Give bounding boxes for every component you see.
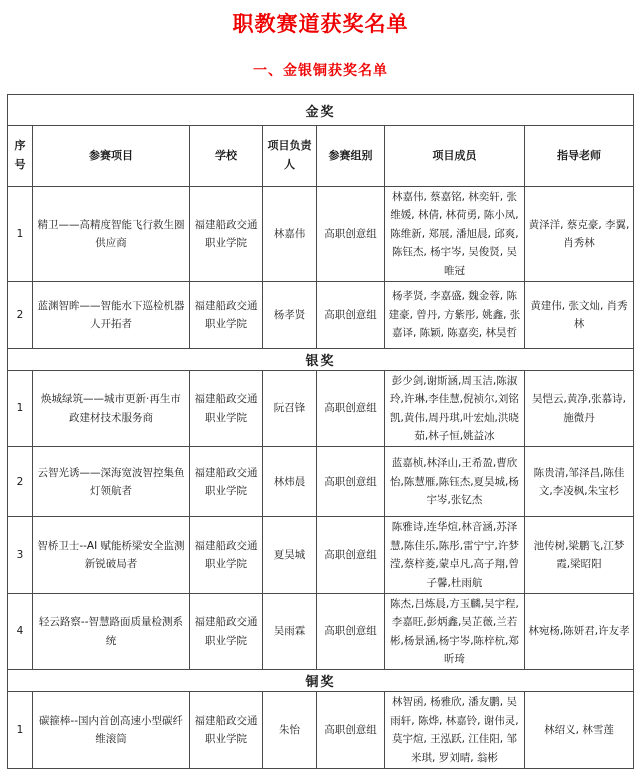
col-header-no: 序号 bbox=[7, 126, 32, 187]
table-header-row bbox=[7, 126, 633, 187]
cell-teachers: 陈贵清,邹泽昌,陈佳文,李凌枫,朱宝杉 bbox=[524, 447, 633, 517]
page-title: 职教赛道获奖名单 bbox=[232, 12, 409, 36]
cell-no: 1 bbox=[7, 692, 32, 769]
cell-leader: 阮召锋 bbox=[262, 370, 316, 447]
table-row bbox=[7, 692, 633, 769]
table-row bbox=[7, 281, 633, 348]
cell-members: 杨孝贤, 李嘉盛, 魏金蓉, 陈建豪, 曾丹, 方紫彤, 姚鑫, 张嘉译, 陈颖, 陈嘉奕, 林昊哲 bbox=[384, 281, 524, 348]
col-header-project: 参赛项目 bbox=[32, 126, 189, 187]
table-row bbox=[7, 517, 633, 594]
cell-school: 福建船政交通职业学院 bbox=[189, 187, 262, 282]
cell-school: 福建船政交通职业学院 bbox=[189, 281, 262, 348]
cell-project: 精卫——高精度智能飞行救生圈供应商 bbox=[32, 187, 189, 282]
cell-leader: 夏昊城 bbox=[262, 517, 316, 594]
cell-group: 高职创意组 bbox=[316, 447, 384, 517]
cell-group: 高职创意组 bbox=[316, 517, 384, 594]
col-header-members: 项目成员 bbox=[384, 126, 524, 187]
cell-members: 陈杰,吕炼晨,方玉麟,吴宇程,李嘉旺,彭炳鑫,吴芷薇,兰若彬,杨景涵,杨宇岑,陈梓杭,郑昕琦 bbox=[384, 593, 524, 670]
section-header-row bbox=[7, 348, 633, 370]
cell-project: 碳箍棒--国内首创高速小型碳纤维滚筒 bbox=[32, 692, 189, 769]
cell-members: 林嘉伟, 蔡嘉铭, 林奕轩, 张维媛, 林倩, 林荷勇, 陈小凤, 陈维新, 郑展, 潘旭晨, 邱爽, 陈钰杰, 杨宇岑, 吴俊贤, 吴唯冠 bbox=[384, 187, 524, 282]
col-header-teachers: 指导老师 bbox=[524, 126, 633, 187]
cell-members: 彭少剑,谢斯涵,周玉洁,陈淑玲,许琳,李佳慧,倪祯尔,刘铭凯,黄伟,周丹琪,叶宏灿,洪晓茹,林子恒,姚益冰 bbox=[384, 370, 524, 447]
cell-no: 2 bbox=[7, 447, 32, 517]
cell-leader: 林嘉伟 bbox=[262, 187, 316, 282]
cell-leader: 林炜晨 bbox=[262, 447, 316, 517]
cell-group: 高职创意组 bbox=[316, 187, 384, 282]
section-award-label: 金奖 bbox=[7, 95, 633, 126]
section-bronze bbox=[7, 670, 633, 769]
award-table bbox=[7, 94, 634, 769]
cell-group: 高职创意组 bbox=[316, 593, 384, 670]
cell-group: 高职创意组 bbox=[316, 692, 384, 769]
cell-no: 1 bbox=[7, 187, 32, 282]
section-header-row bbox=[7, 670, 633, 692]
cell-school: 福建船政交通职业学院 bbox=[189, 370, 262, 447]
cell-teachers: 黄建伟, 张文灿, 肖秀林 bbox=[524, 281, 633, 348]
table-row bbox=[7, 187, 633, 282]
cell-members: 林智函, 杨雅欣, 潘友鹏, 吴雨轩, 陈烨, 林嘉铃, 谢伟灵, 莫宇煊, 王泓跃, 江佳阳, 邹米琪, 罗刘晴, 翁彬 bbox=[384, 692, 524, 769]
cell-group: 高职创意组 bbox=[316, 281, 384, 348]
table-row bbox=[7, 447, 633, 517]
cell-project: 智桥卫士--AI 赋能桥梁安全监测新锐破局者 bbox=[32, 517, 189, 594]
cell-school: 福建船政交通职业学院 bbox=[189, 692, 262, 769]
section-award-label: 铜奖 bbox=[7, 670, 633, 692]
table-row bbox=[7, 593, 633, 670]
cell-school: 福建船政交通职业学院 bbox=[189, 517, 262, 594]
section-silver bbox=[7, 348, 633, 670]
cell-members: 蓝嘉桢,林泽山,王希盈,曹欣怡,陈慧雁,陈钰杰,夏昊城,杨宇岑,张钇杰 bbox=[384, 447, 524, 517]
cell-leader: 吴雨霖 bbox=[262, 593, 316, 670]
cell-school: 福建船政交通职业学院 bbox=[189, 447, 262, 517]
col-header-group: 参赛组别 bbox=[316, 126, 384, 187]
cell-project: 轻云路察--智慧路面质量检测系统 bbox=[32, 593, 189, 670]
cell-project: 焕城绿筑——城市更新·再生市政建材技术服务商 bbox=[32, 370, 189, 447]
cell-group: 高职创意组 bbox=[316, 370, 384, 447]
cell-teachers: 吴恺云,黄净,张慕诗,施微丹 bbox=[524, 370, 633, 447]
cell-teachers: 林宛杨,陈妍君,许友孝 bbox=[524, 593, 633, 670]
cell-no: 3 bbox=[7, 517, 32, 594]
cell-no: 2 bbox=[7, 281, 32, 348]
col-header-school: 学校 bbox=[189, 126, 262, 187]
section-gold bbox=[7, 95, 633, 349]
cell-leader: 杨孝贤 bbox=[262, 281, 316, 348]
cell-leader: 朱怡 bbox=[262, 692, 316, 769]
cell-no: 4 bbox=[7, 593, 32, 670]
section-award-label: 银奖 bbox=[7, 348, 633, 370]
cell-teachers: 黄泽洋, 蔡克豪, 李翼, 肖秀林 bbox=[524, 187, 633, 282]
table-row bbox=[7, 370, 633, 447]
cell-no: 1 bbox=[7, 370, 32, 447]
cell-teachers: 池传树,梁鹏飞,江梦霞,梁昭阳 bbox=[524, 517, 633, 594]
col-header-leader: 项目负责人 bbox=[262, 126, 316, 187]
cell-members: 陈雅诗,连华煊,林音涵,苏泽慧,陈佳乐,陈彤,雷宁宁,许梦滢,蔡梓菱,蒙卓凡,高子翔,曾子馨,杜雨航 bbox=[384, 517, 524, 594]
cell-school: 福建船政交通职业学院 bbox=[189, 593, 262, 670]
section-header-row bbox=[7, 95, 633, 126]
cell-teachers: 林绍义, 林雪莲 bbox=[524, 692, 633, 769]
section-subtitle: 一、金银铜获奖名单 bbox=[253, 63, 388, 79]
cell-project: 云智光诱——深海宽波智控集鱼灯领航者 bbox=[32, 447, 189, 517]
cell-project: 蓝渊智眸——智能水下巡检机器人开拓者 bbox=[32, 281, 189, 348]
